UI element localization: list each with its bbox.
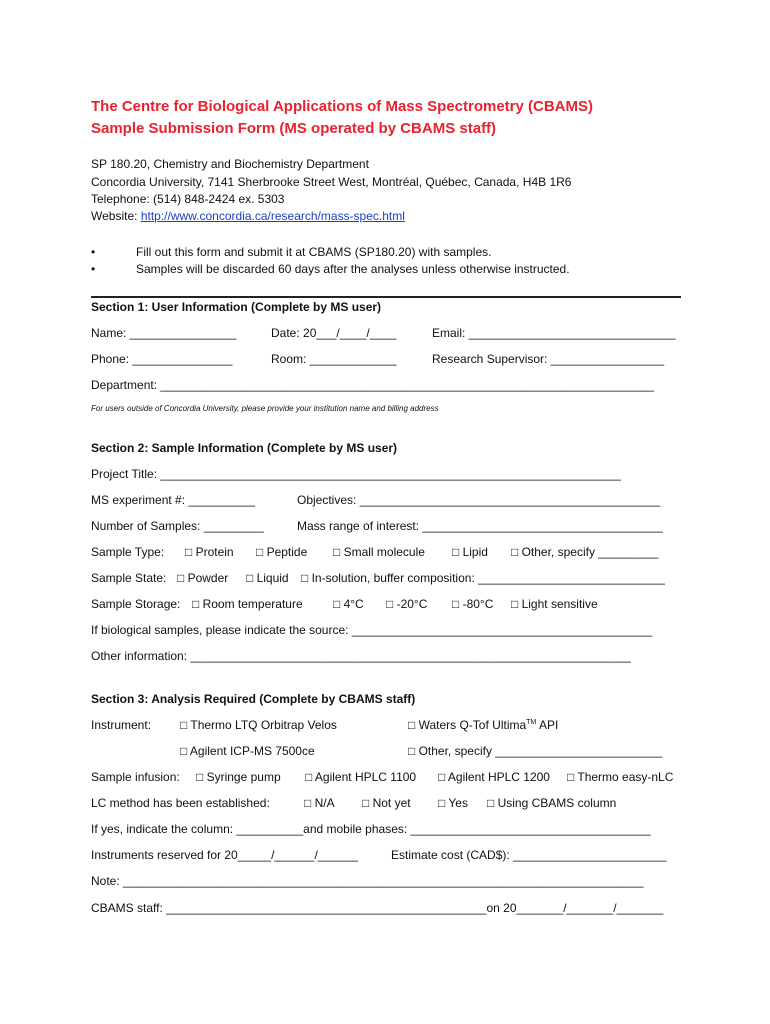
instruction-1: Fill out this form and submit it at CBAMS (SP180.20) with samples. — [136, 245, 492, 259]
storage-light-checkbox[interactable]: □ Light sensitive — [511, 597, 598, 611]
section-divider — [91, 296, 681, 298]
cost-field[interactable]: Estimate cost (CAD$): _______________________ — [391, 848, 667, 862]
date-field[interactable]: Date: 20___/____/____ — [271, 326, 397, 340]
inf-syringe-checkbox[interactable]: □ Syringe pump — [196, 770, 281, 784]
bullet-icon: • — [91, 245, 96, 259]
phone-field[interactable]: Phone: _______________ — [91, 352, 233, 366]
form-title — [91, 96, 593, 140]
lc-yes-checkbox[interactable]: □ Yes — [438, 796, 468, 810]
outside-users-note: For users outside of Concordia University, please provide your institution name and billing address — [91, 404, 439, 413]
room-field[interactable]: Room: _____________ — [271, 352, 397, 366]
website-label: Website: — [91, 209, 141, 223]
section-3-heading: Section 3: Analysis Required (Complete by CBAMS staff) — [91, 692, 416, 706]
mass-range-field[interactable]: Mass range of interest: ____________________________________ — [297, 519, 663, 533]
lc-cbams-column-checkbox[interactable]: □ Using CBAMS column — [487, 796, 617, 810]
num-samples-field[interactable]: Number of Samples: _________ — [91, 519, 264, 533]
state-solution-checkbox[interactable]: □ In-solution, buffer composition: ____________________________ — [301, 571, 665, 585]
staff-field[interactable]: CBAMS staff: ________________________________________________on 20_______/_______/_______ — [91, 901, 664, 915]
project-title-field[interactable]: Project Title: _____________________________________________________________________ — [91, 467, 621, 481]
reserved-field[interactable]: Instruments reserved for 20_____/______/______ — [91, 848, 358, 862]
telephone-line: Telephone: (514) 848-2424 ex. 5303 — [91, 192, 285, 206]
inf-hplc1100-checkbox[interactable]: □ Agilent HPLC 1100 — [305, 770, 417, 784]
sample-storage-label: Sample Storage: — [91, 597, 181, 611]
name-field[interactable]: Name: ________________ — [91, 326, 237, 340]
sample-infusion-label: Sample infusion: — [91, 770, 180, 784]
department-field[interactable]: Department: __________________________________________________________________________ — [91, 378, 655, 392]
note-field[interactable]: Note: ______________________________________________________________________________ — [91, 874, 644, 888]
ms-experiment-field[interactable]: MS experiment #: __________ — [91, 493, 256, 507]
type-peptide-checkbox[interactable]: □ Peptide — [256, 545, 308, 559]
state-liquid-checkbox[interactable]: □ Liquid — [246, 571, 289, 585]
title-line-2: Sample Submission Form (MS operated by CBAMS staff) — [91, 120, 497, 137]
state-powder-checkbox[interactable]: □ Powder — [177, 571, 229, 585]
website-link[interactable]: http://www.concordia.ca/research/mass-spec.html — [140, 209, 405, 223]
objectives-field[interactable]: Objectives: _____________________________________________ — [297, 493, 661, 507]
bullet-icon: • — [91, 262, 96, 276]
inst-waters-label: □ Waters Q-Tof Ultima — [408, 718, 527, 732]
storage-room-checkbox[interactable]: □ Room temperature — [192, 597, 303, 611]
bio-source-field[interactable]: If biological samples, please indicate the source: _____________________________________________ — [91, 623, 653, 637]
section-2-heading: Section 2: Sample Information (Complete by MS user) — [91, 441, 398, 455]
lc-na-checkbox[interactable]: □ N/A — [304, 796, 335, 810]
inst-waters-checkbox[interactable] — [408, 717, 558, 733]
type-lipid-checkbox[interactable]: □ Lipid — [452, 545, 488, 559]
address-line-1: SP 180.20, Chemistry and Biochemistry Department — [91, 157, 369, 171]
storage-4c-checkbox[interactable]: □ 4°C — [333, 597, 364, 611]
type-other-checkbox[interactable]: □ Other, specify _________ — [511, 545, 659, 559]
type-small-molecule-checkbox[interactable]: □ Small molecule — [333, 545, 425, 559]
sample-state-label: Sample State: — [91, 571, 167, 585]
other-info-field[interactable]: Other information: __________________________________________________________________ — [91, 649, 631, 663]
instruction-2: Samples will be discarded 60 days after the analyses unless otherwise instructed. — [136, 262, 570, 276]
instrument-label: Instrument: — [91, 718, 152, 732]
inst-other-checkbox[interactable]: □ Other, specify _________________________ — [408, 744, 663, 758]
trademark-mark: TM — [526, 719, 537, 726]
address-line-2: Concordia University, 7141 Sherbrooke Street West, Montréal, Québec, Canada, H4B 1R6 — [91, 175, 572, 189]
lc-not-yet-checkbox[interactable]: □ Not yet — [362, 796, 411, 810]
email-field[interactable]: Email: _______________________________ — [432, 326, 676, 340]
section-1-heading: Section 1: User Information (Complete by MS user) — [91, 300, 382, 314]
website-line — [91, 208, 405, 224]
storage-minus20-checkbox[interactable]: □ -20°C — [386, 597, 428, 611]
inf-easy-nlc-checkbox[interactable]: □ Thermo easy-nLC — [567, 770, 674, 784]
storage-minus80-checkbox[interactable]: □ -80°C — [452, 597, 494, 611]
lc-method-label: LC method has been established: — [91, 796, 270, 810]
inst-orbitrap-checkbox[interactable]: □ Thermo LTQ Orbitrap Velos — [180, 718, 337, 732]
title-line-1: The Centre for Biological Applications of Mass Spectrometry (CBAMS) — [91, 98, 594, 115]
inf-hplc1200-checkbox[interactable]: □ Agilent HPLC 1200 — [438, 770, 550, 784]
inst-icpms-checkbox[interactable]: □ Agilent ICP-MS 7500ce — [180, 744, 315, 758]
column-field[interactable]: If yes, indicate the column: __________and mobile phases: ____________________________________ — [91, 822, 651, 836]
inst-waters-api: API — [536, 718, 559, 732]
sample-type-label: Sample Type: — [91, 545, 165, 559]
type-protein-checkbox[interactable]: □ Protein — [185, 545, 234, 559]
supervisor-field[interactable]: Research Supervisor: _________________ — [432, 352, 665, 366]
